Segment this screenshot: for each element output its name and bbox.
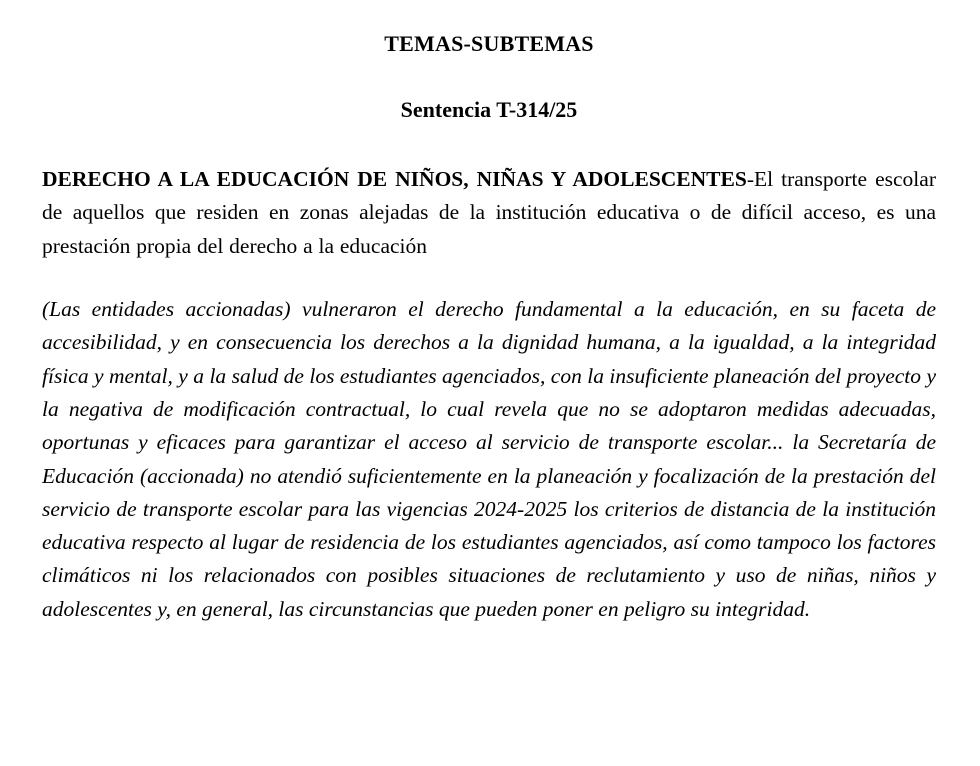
topic-heading-text: -El transporte escolar de aquellos que residen en zonas alejadas de la institución educativa o de difícil acceso, es una prestación propia del derecho a la educación [42, 167, 936, 258]
summary-paragraph: (Las entidades accionadas) vulneraron el derecho fundamental a la educación, en su faceta de accesibilidad, y en consecuencia los derechos a la dignidad humana, a la igualdad, a la integridad física y mental, y a la salud de los estudiantes agenciados, con la insuficiente planeación del proyecto y la negativa de modificación contractual, lo cual revela que no se adoptaron medidas adecuadas, oportunas y eficaces para garantizar el acceso al servicio de transporte escolar... la Secretaría de Educación (accionada) no atendió suficientemente en la planeación y focalización de la prestación del servicio de transporte escolar para las vigencias 2024-2025 los criterios de distancia de la institución educativa respecto al lugar de residencia de los estudiantes agenciados, así como tampoco los factores climáticos ni los relacionados con posibles situaciones de reclutamiento y uso de niñas, niños y adolescentes y, en general, las circunstancias que pueden poner en peligro su integridad. [42, 296, 936, 621]
topic-heading-bold-lead: DERECHO A LA EDUCACIÓN DE NIÑOS, NIÑAS Y ADOLESCENTES [42, 167, 747, 191]
page-title: TEMAS-SUBTEMAS [384, 31, 594, 56]
topic-heading-paragraph [42, 163, 936, 263]
judgment-number: Sentencia T-314/25 [400, 96, 578, 122]
